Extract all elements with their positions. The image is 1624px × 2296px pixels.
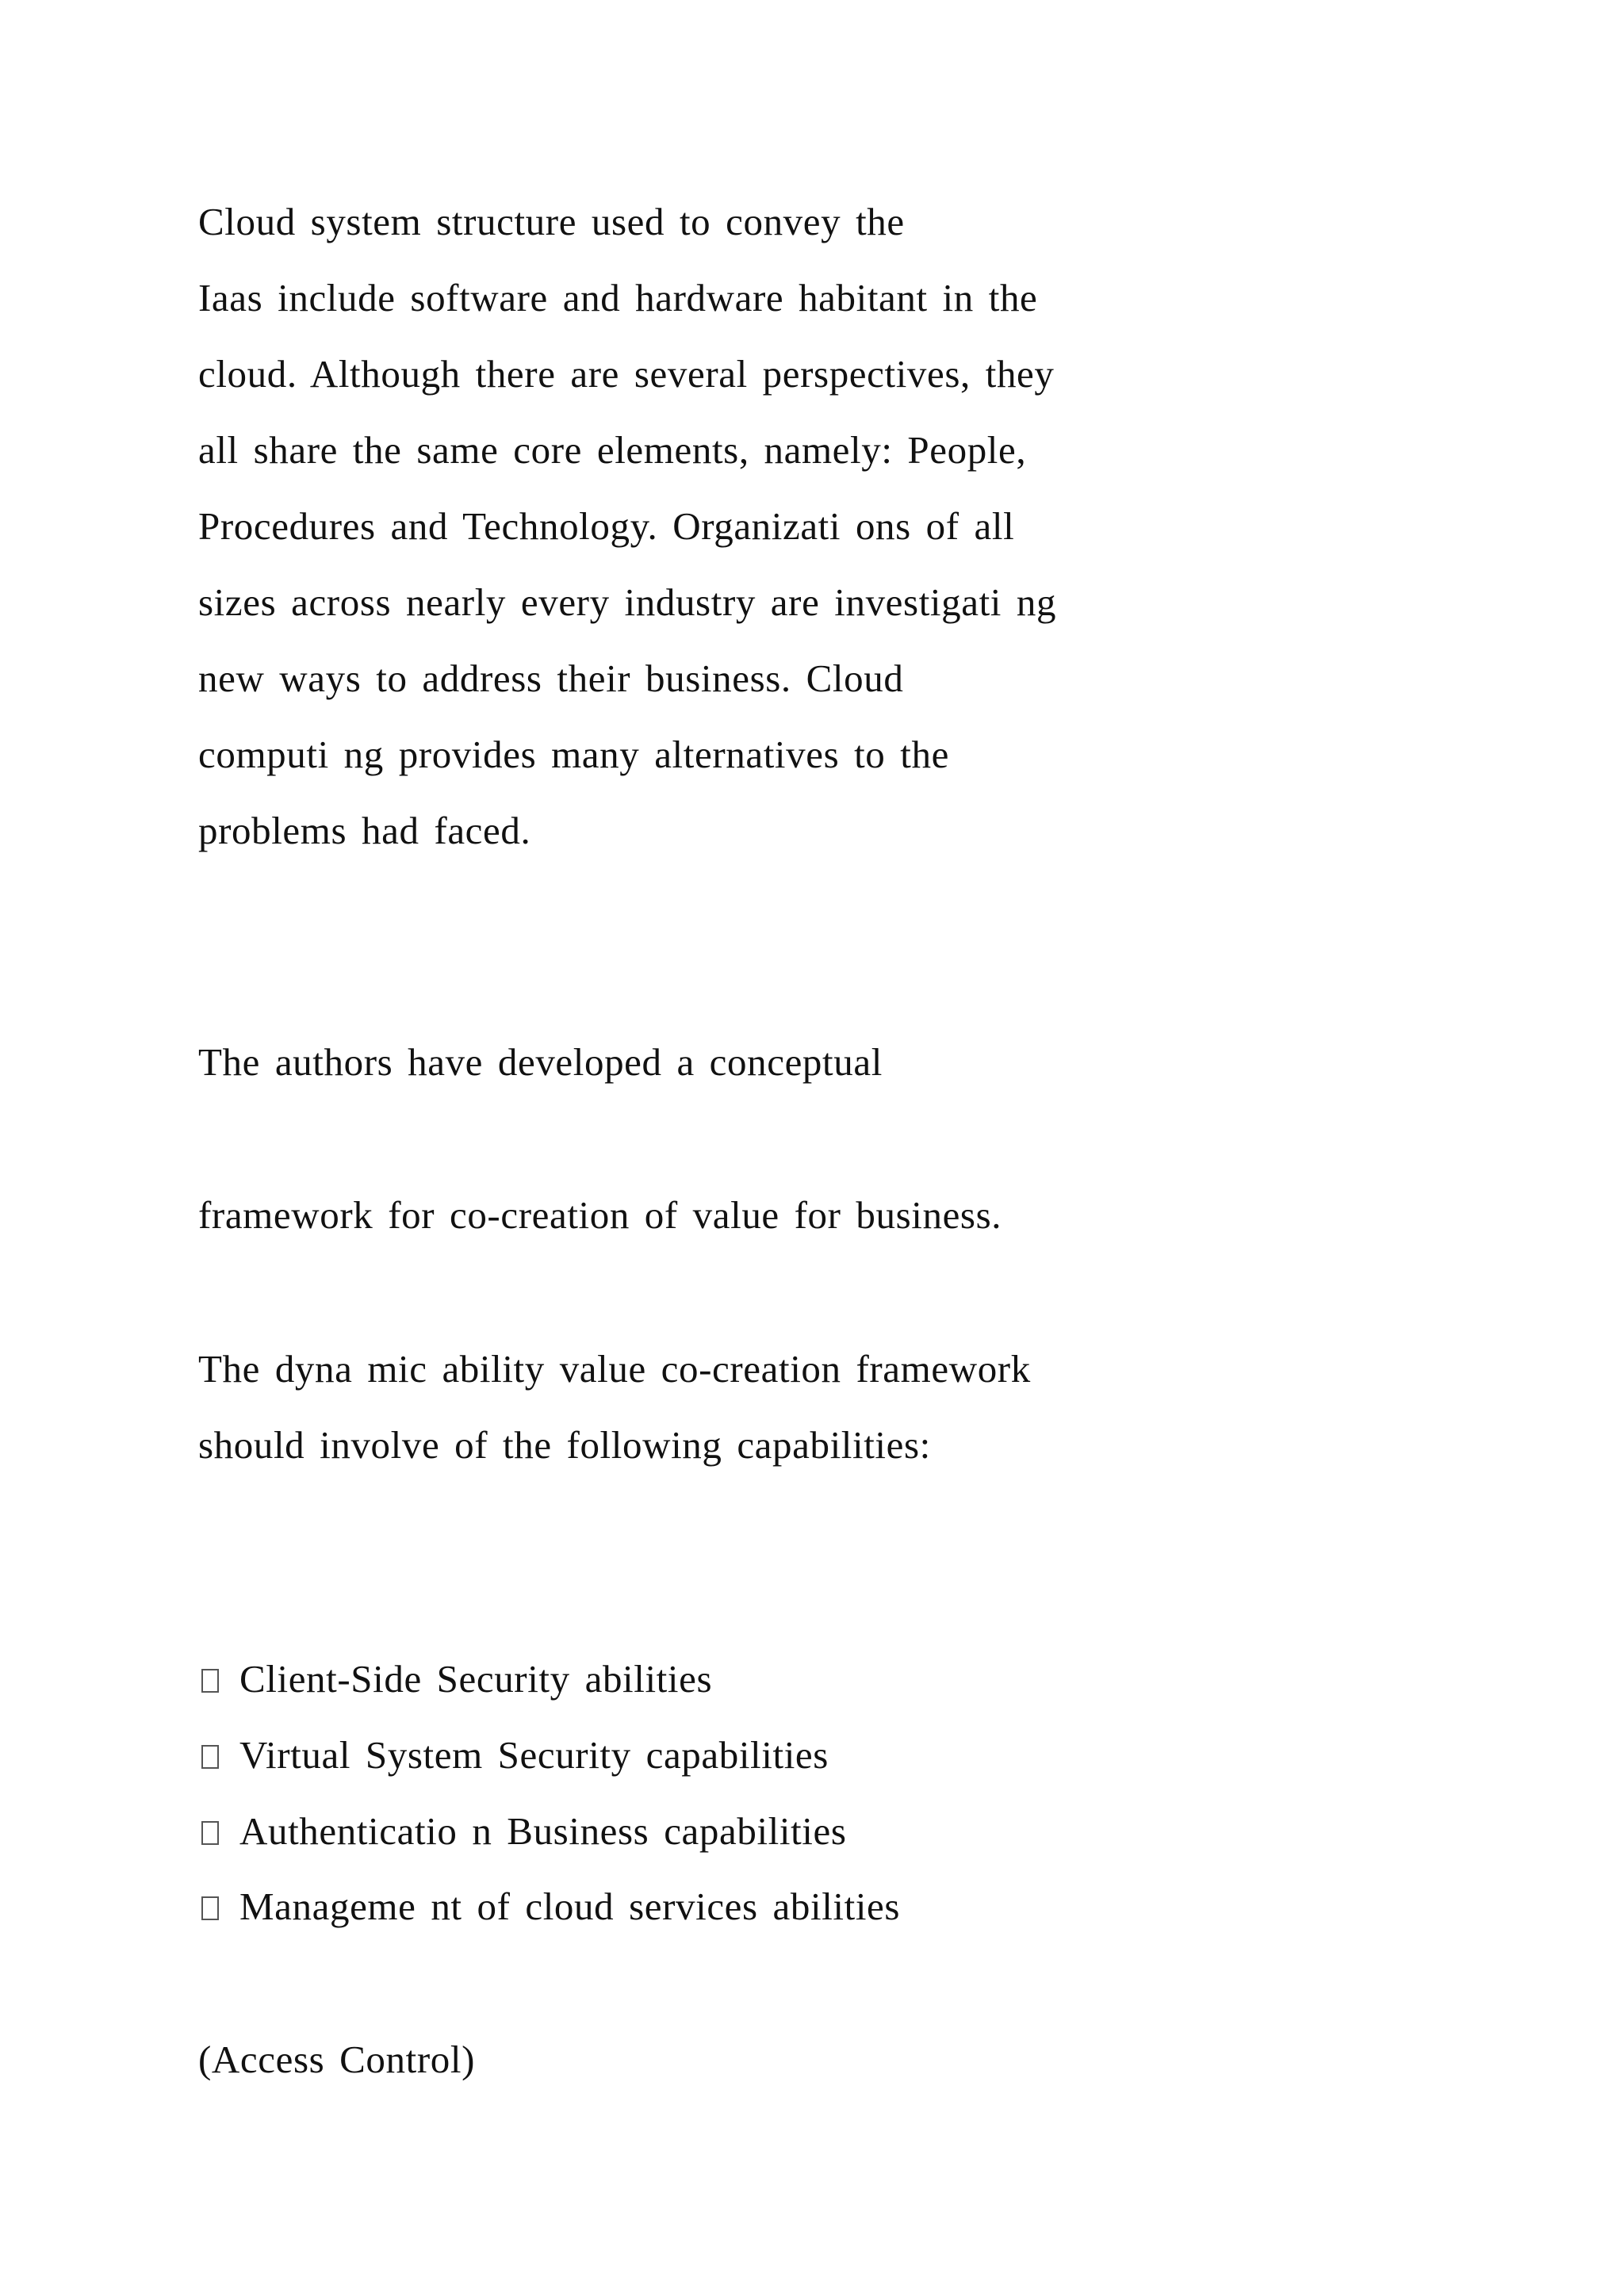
paragraph2-line-2: framework for co-creation of value for business.	[198, 1193, 1002, 1237]
empty-box-icon	[201, 1669, 219, 1693]
paragraph1-line-3: cloud. Although there are several perspectives, they	[198, 352, 1055, 396]
paragraph1-line-8: computi ng provides many alternatives to the	[198, 733, 949, 776]
paragraph1-line-2: Iaas include software and hardware habitant in the	[198, 276, 1038, 320]
paragraph1-line-6: sizes across nearly every industry are investigati ng	[198, 580, 1057, 624]
paragraph3-line-2: should involve of the following capabilities:	[198, 1423, 931, 1467]
paragraph1-line-4: all share the same core elements, namely: People,	[198, 428, 1027, 472]
paragraph1-line-7: new ways to address their business. Cloud	[198, 656, 904, 700]
bullet-item-label: Virtual System Security capabilities	[239, 1733, 829, 1777]
empty-box-icon	[201, 1821, 219, 1845]
bullet-item-3	[201, 1808, 847, 1855]
paragraph3-line-1: The dyna mic ability value co-creation framework	[198, 1347, 1031, 1391]
bullet-item-label: Manageme nt of cloud services abilities	[239, 1885, 901, 1928]
bullet-item-2	[201, 1732, 829, 1779]
paragraph1-line-1: Cloud system structure used to convey the	[198, 200, 905, 243]
closing-line: (Access Control)	[198, 2038, 475, 2081]
bullet-item-label: Authenticatio n Business capabilities	[239, 1809, 847, 1853]
bullet-item-1	[201, 1655, 712, 1703]
paragraph1-line-5: Procedures and Technology. Organizati ons of all	[198, 504, 1015, 548]
empty-box-icon	[201, 1896, 219, 1920]
bullet-item-label: Client-Side Security abilities	[239, 1657, 713, 1701]
paragraph1-line-9: problems had faced.	[198, 809, 531, 852]
bullet-item-4	[201, 1883, 900, 1931]
empty-box-icon	[201, 1745, 219, 1769]
paragraph2-line-1: The authors have developed a conceptual	[198, 1040, 883, 1084]
